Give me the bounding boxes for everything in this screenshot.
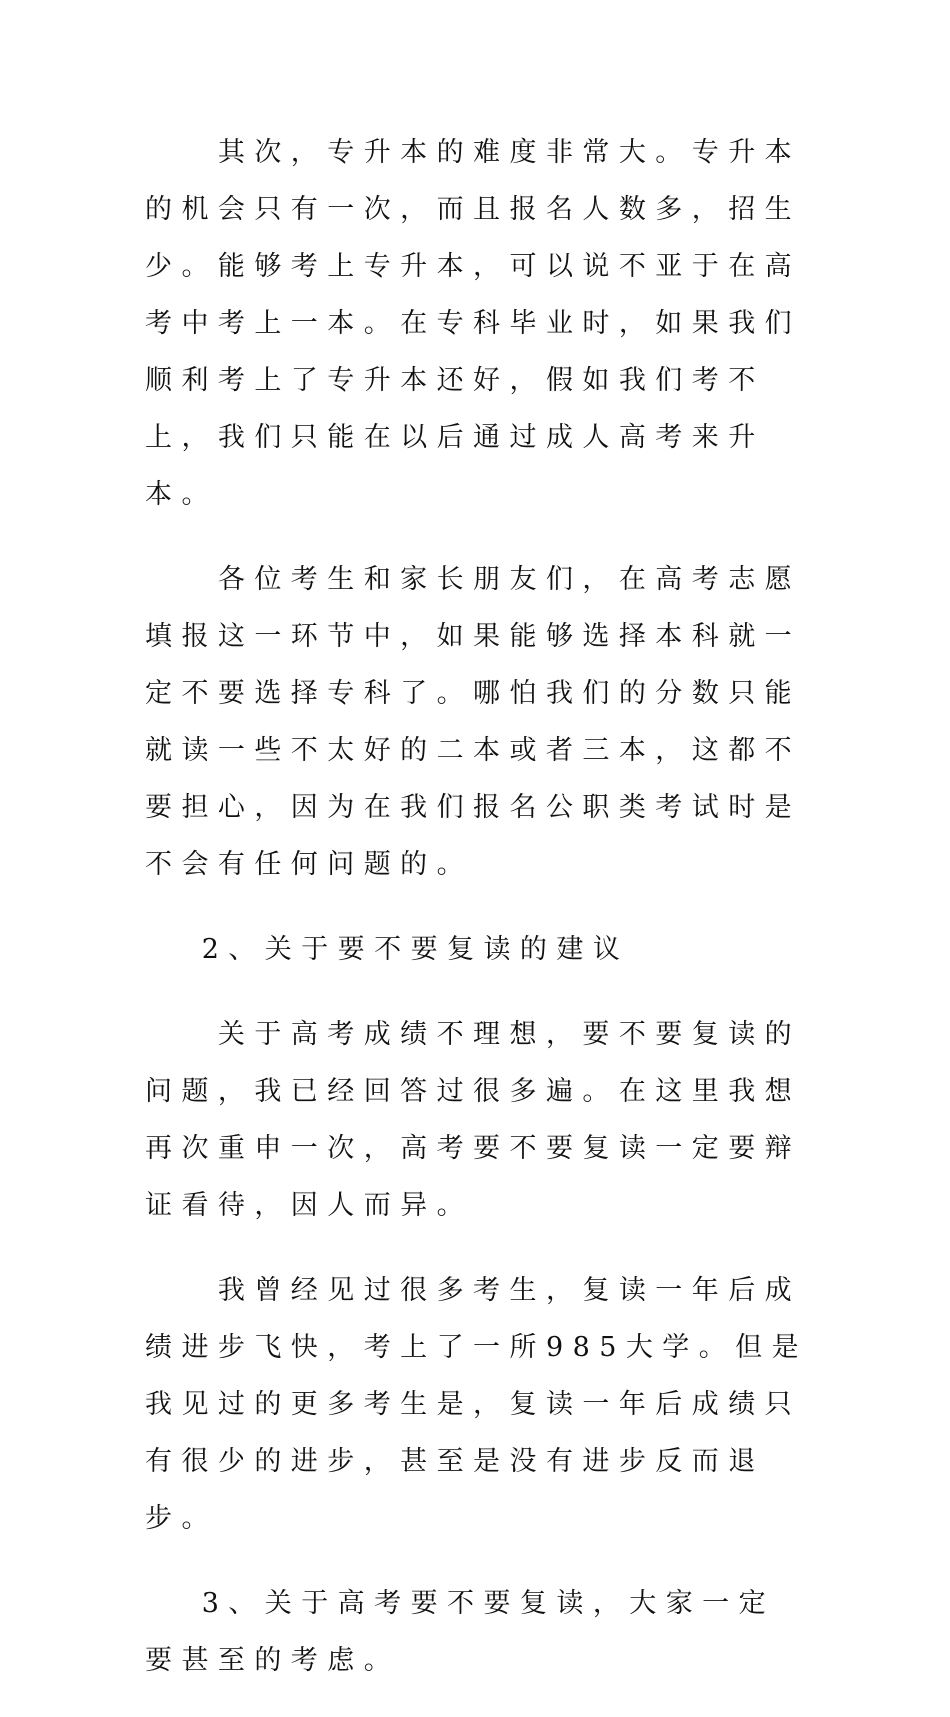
paragraph-repeat-outcomes: 我曾经见过很多考生，复读一年后成绩进步飞快，考上了一所985大学。但是我见过的更多考生是，复读一年后成绩只有很少的进步，甚至是没有进步反而退步。 [145,1275,809,1534]
section-heading-repeat-consideration: 3、关于高考要不要复读，大家一定要甚至的考虑。 [145,1588,776,1676]
paragraph-repeat-question: 关于高考成绩不理想，要不要复读的问题，我已经回答过很多遍。在这里我想再次重申一次，高考要不要复读一定要辩证看待，因人而异。 [145,1019,802,1221]
paragraph-zhuanshengben-difficulty: 其次，专升本的难度非常大。专升本的机会只有一次，而且报名人数多，招生少。能够考上专升本，可以说不亚于在高考中考上一本。在专科毕业时，如果我们顺利考上了专升本还好，假如我们考不上，我们只能在以后通过成人高考来升本。 [145,137,802,510]
document-body [145,124,809,1717]
paragraph-advice-to-candidates: 各位考生和家长朋友们，在高考志愿填报这一环节中，如果能够选择本科就一定不要选择专科了。哪怕我们的分数只能就读一些不太好的二本或者三本，这都不要担心，因为在我们报名公职类考试时是不会有任何问题的。 [145,564,802,880]
section-heading-repeat-advice: 2、关于要不要复读的建议 [201,934,630,965]
